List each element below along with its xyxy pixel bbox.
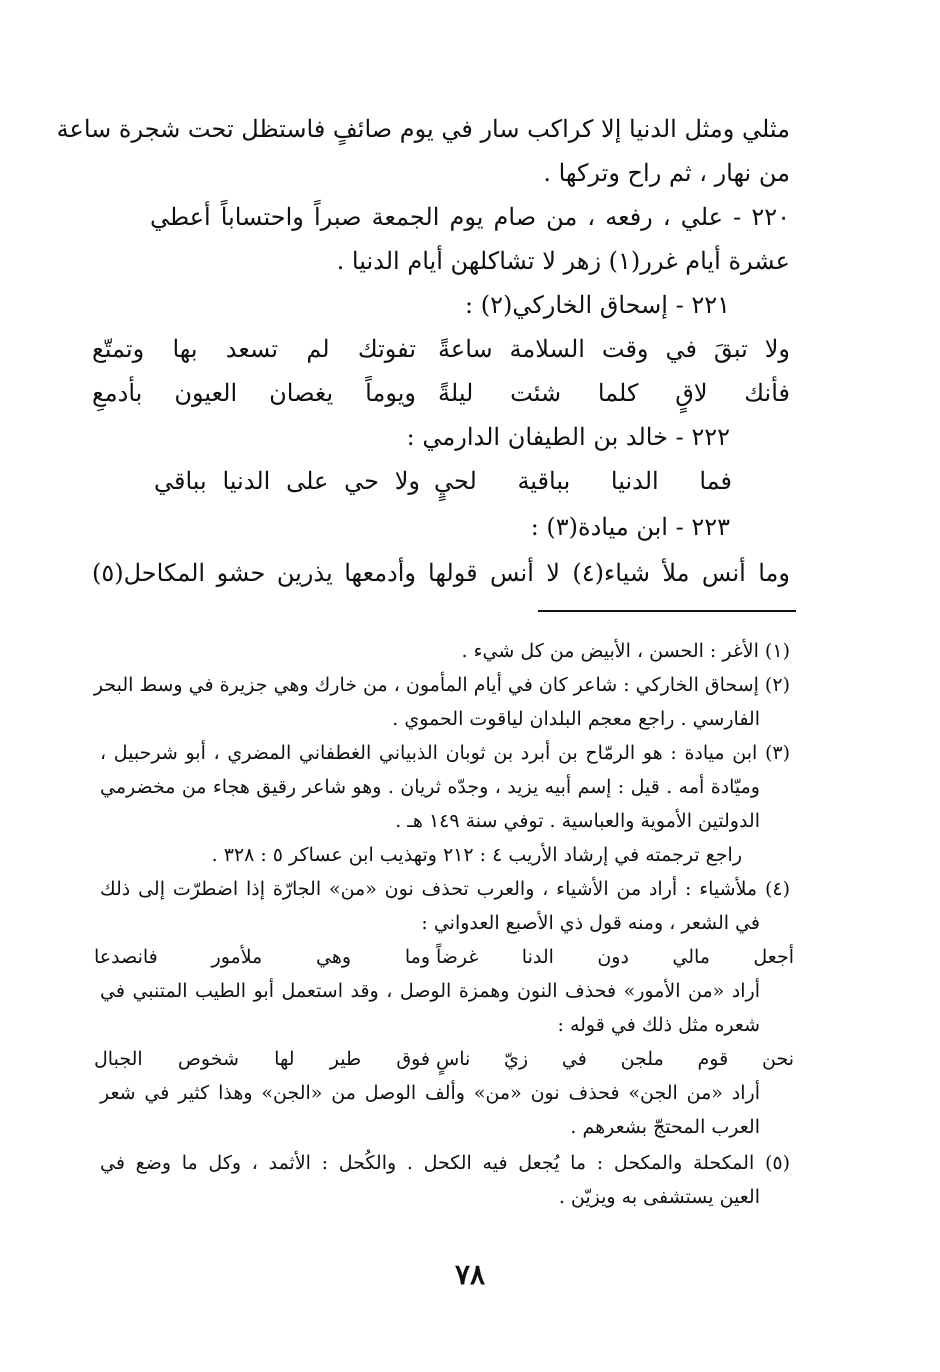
footnote-continuation: راجع ترجمته في إرشاد الأريب ٤ : ٢١٢ وتهذيب ابن عساكر ٥ : ٣٢٨ . xyxy=(211,844,742,866)
footnote: (٥) المكحلة والمكحل : ما يُجعل فيه الكحل . والكُحل : الأثمد ، وكل ما وضع في xyxy=(100,1152,790,1174)
footnote-continuation: أراد «من الأمور» فحذف النون وهمزة الوصل ، وقد استعمل أبو الطيب المتنبي في xyxy=(100,980,760,1002)
verse-hemistich-left: ويوماً يغصان العيون بأدمعِ xyxy=(92,379,416,407)
footnote: (٢) إسحاق الخاركي : شاعر كان في أيام المأمون ، من خارك وهي جزيرة في وسط البحر xyxy=(93,674,790,696)
footnote: (٤) ملأشياء : أراد من الأشياء ، والعرب تحذف نون «من» الجارّة إذا اضطرّت إلى ذلك xyxy=(100,878,790,900)
verse-hemistich-right: أجعل مالي دون الدنا غرضاً xyxy=(436,946,794,968)
text-line: مثلي ومثل الدنيا إلا كراكب سار في يوم صائفٍ فاستظل تحت شجرة ساعة xyxy=(56,115,790,143)
footnote-continuation: العرب المحتجّ بشعرهم . xyxy=(570,1116,760,1138)
verse-hemistich-left: ولا حي على الدنيا بباقي xyxy=(154,467,420,495)
verse-hemistich-right: نحن قوم ملجن في زيّ ناسٍ xyxy=(436,1048,794,1070)
footnote-continuation: في الشعر ، ومنه قول ذي الأصبع العدواني : xyxy=(421,912,760,934)
footnote-continuation: شعره مثل ذلك في قوله : xyxy=(557,1014,760,1036)
page-number: ٧٨ xyxy=(454,1258,486,1291)
footnote-continuation: الفارسي . راجع معجم البلدان لياقوت الحموي . xyxy=(392,708,760,730)
text-line: ٢٢٠ - علي ، رفعه ، من صام يوم الجمعة صبراً واحتساباً أعطي xyxy=(150,203,790,231)
verse-hemistich-left: تفوتك لم تسعد بها وتمتّع xyxy=(92,335,416,363)
section-heading: ٢٢٢ - خالد بن الطيفان الدارمي : xyxy=(406,423,730,451)
section-heading: ٢٢٣ - ابن ميادة(٣) : xyxy=(530,513,730,541)
verse-hemistich-right: فأنك لاقٍ كلما شئت ليلةً xyxy=(438,379,790,407)
verse-hemistich-left: فوق طير لها شخوص الجبال xyxy=(94,1048,430,1070)
verse-hemistich-left: وأدمعها يذرين حشو المكاحل(٥) xyxy=(92,559,416,587)
verse-hemistich-right: ولا تبقَ في وقت السلامة ساعةً xyxy=(438,335,790,363)
footnote: (٣) ابن ميادة : هو الرمّاح بن أبرد بن ثوبان الذبياني الغطفاني المضري ، أبو شرحبيل ، xyxy=(100,742,790,764)
text-line: عشرة أيام غرر(١) زهر لا تشاكلهن أيام الدنيا . xyxy=(336,247,790,275)
section-heading: ٢٢١ - إسحاق الخاركي(٢) : xyxy=(464,291,730,319)
text-line: من نهار ، ثم راح وتركها . xyxy=(543,159,790,187)
footnote-continuation: أراد «من الجن» فحذف نون «من» وألف الوصل من «الجن» وهذا كثير في شعر xyxy=(100,1082,760,1104)
footnote-separator xyxy=(538,610,796,612)
verse-hemistich-right: وما أنس ملأ شياء(٤) لا أنس قولها xyxy=(428,559,790,587)
verse-hemistich-left: وما وهي ملأمور فانصدعا xyxy=(94,946,430,968)
footnote: (١) الأغر : الحسن ، الأبيض من كل شيء . xyxy=(461,640,790,662)
footnote-continuation: وميّادة أمه . قيل : إسم أبيه يزيد ، وجدّه ثريان . وهو شاعر رقيق هجاء من مخضرمي xyxy=(100,776,760,798)
footnote-continuation: الدولتين الأموية والعباسية . توفي سنة ١٤٩ هـ . xyxy=(395,810,760,832)
footnote-continuation: العين يستشفى به ويزيّن . xyxy=(558,1186,760,1208)
verse-hemistich-right: فما الدنيا بباقية لحيٍ xyxy=(434,467,732,495)
